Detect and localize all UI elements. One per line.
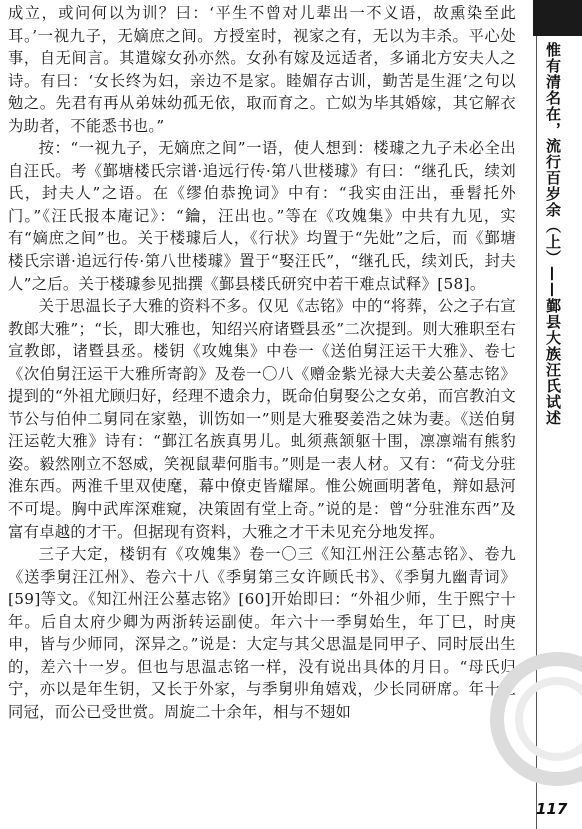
paragraph-2: 按：“一视九子，无嫡庶之间”一语，使人想到：楼璩之九子未必全出自汪氏。考《鄞塘楼氏宗谱·追远行传·第八世楼璩》有曰：“继孔氏，续刘氏，封夫人”之语。在《缪伯恭挽词》中有：“我实由汪出，垂髫托外门。”《汪氏报本庵记》：“鑰，汪出也。”等在《攻媿集》中共有九见，实有“嫡庶之间”也。关于楼璩后人，《行状》均置于“先妣”之后，而《鄞塘楼氏宗谱·追远行传·第八世楼璩》置于“娶汪氏”，“继孔氏，续刘氏，封夫人”之后。关于楼璩参见拙撰《鄞县楼氏研究中若干难点试释》[58]。 — [8, 139, 516, 293]
page-number: 117 — [536, 800, 568, 818]
paragraph-4: 三子大定，楼钥有《攻媿集》卷一〇三《知江州汪公墓志铭》、卷九《送季舅汪江州》、卷六十八《季舅第三女许顾氏书》、《季舅九幽青词》[59]等文。《知江州汪公墓志铭》[60]开始即曰：“外祖少师，生于熙宁十年。后自太府少卿为两浙转运副使。年六十一季舅始生，年丁巳，时庚申，皆与少师同，深异之。”说是：大定与其父思温是同甲子、同时辰出生的，差六十一岁。但也与思温志铭一样，没有说出具体的月日。“母氏归宁，亦以是年生钥，又长于外家，与季舅丱角嬉戏，少长同研席。年十三同冠，而公已受世赏。周旋二十余年，相与不翅如 — [8, 545, 516, 721]
watermark-logo — [472, 649, 582, 789]
body-text — [8, 2, 516, 724]
paragraph-3: 关于思温长子大雅的资料不多。仅见《志铭》中的“将葬，公之子右宣教郎大雅”；“长，即大雅也，知绍兴府诸暨县丞”二次提到。则大雅职至右宣教郎，诸暨县丞。楼钥《攻媿集》中卷一《送伯舅汪运干大雅》、卷七《次伯舅汪运干大雅所寄韵》及卷一〇八《赠金紫光禄大夫姜公墓志铭》提到的“外祖尤顾归好，经理不遗余力，既命伯舅娶公之女弟，而宫教泊文节公与伯仲二舅同在家塾，训饬如一”则是大雅娶姜浩之妹为妻。《送伯舅汪运乾大雅》诗有：“鄞江名族真男儿。虬须燕颔躯十围，凛凛端有熊豹姿。毅然刚立不怒威，笑视鼠辈何脂韦。”则是一表人材。又有：“荷戈分驻淮东西。两淮千里双使麾，幕中僚吏皆耀犀。惟公婉画明著龟，辩如悬河不可堤。胸中武库深难窥，决策固有堂上奇。”说的是：曾“分驻淮东西”及富有卓越的才干。但据现有资料，大雅之才干未见充分地发挥。 — [8, 297, 516, 541]
black-tab-block — [533, 0, 582, 36]
paragraph-1: 成立，或问何以为训？曰：‘平生不曾对儿辈出一不义语，故熏染至此耳。’一视九子，无嫡庶之间。方授室时，视家之有，无以为丰杀。平心处事，自无间言。其遣嫁女孙亦然。女孙有嫁及远适者，多诵北方安夫人之诗。有曰：‘女长终为妇，亲边不是家。睦媚存古训，勤苦是生涯’之句以勉之。先君有再从弟妹幼孤无依，取而育之。亡姒为毕其婚嫁，其它解衣为助者，不能悉书也。” — [8, 4, 516, 135]
running-head: 惟有清名在，流行百岁余（上）——鄞县大族汪氏试述 — [544, 42, 562, 426]
